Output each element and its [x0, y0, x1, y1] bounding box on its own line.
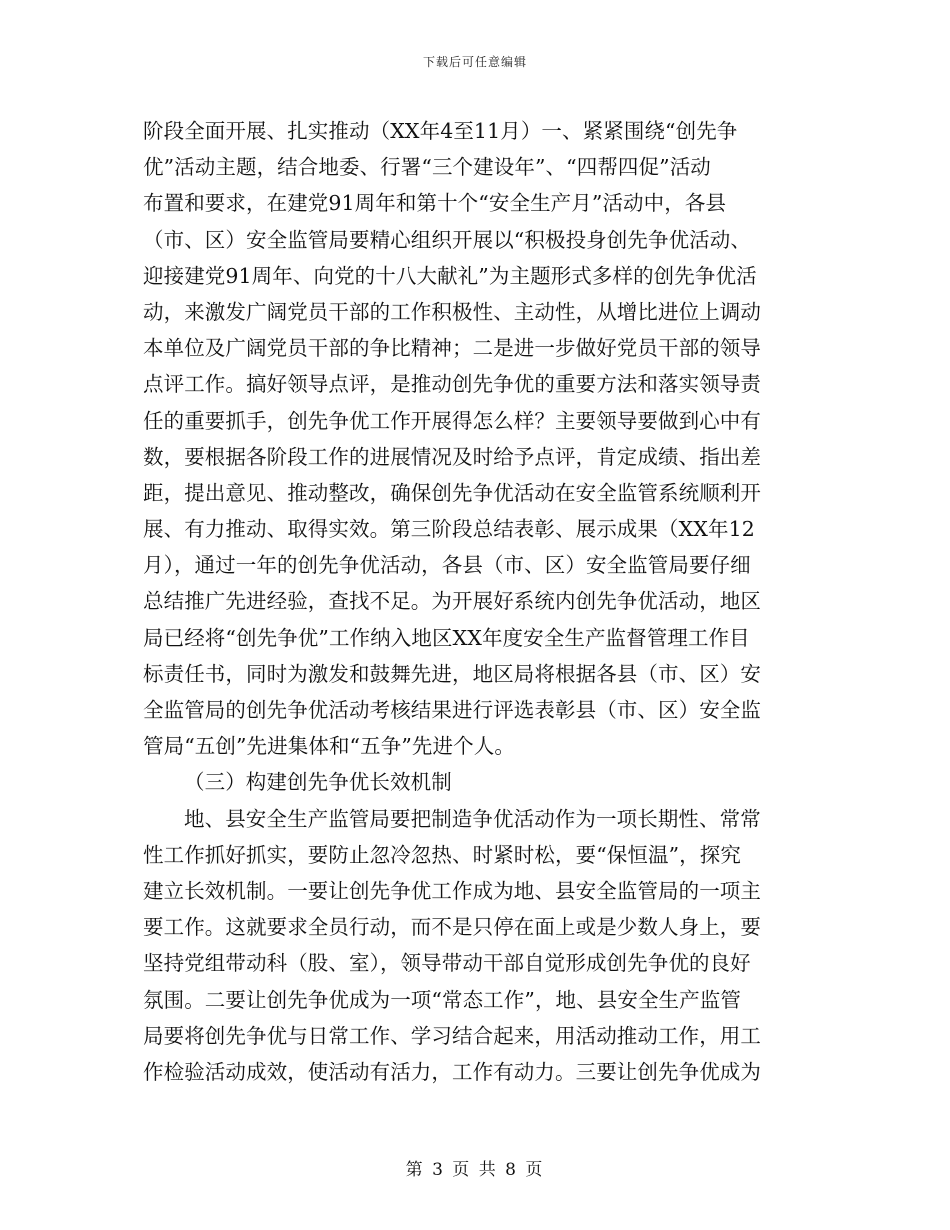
- text-line: 动，来激发广阔党员干部的工作积极性、主动性，从增比进位上调动: [143, 299, 761, 324]
- text-line: 要工作。这就要求全员行动，而不是只停在面上或是少数人身上，要: [143, 915, 761, 940]
- page-number-footer: 第 3 页 共 8 页: [405, 1160, 545, 1180]
- text-line: 任的重要抓手，创先争优工作开展得怎么样？主要领导要做到心中有: [143, 408, 761, 433]
- text-line: 地、县安全生产监管局要把制造争优活动作为一项长期性、常常: [184, 806, 761, 831]
- text-line: 本单位及广阔党员干部的争比精神；二是进一步做好党员干部的领导: [143, 336, 761, 361]
- text-line: 作检验活动成效，使活动有活力，工作有动力。三要让创先争优成为: [143, 1059, 761, 1084]
- text-line: 性工作抓好抓实，要防止忽冷忽热、时紧时松，要“保恒温”，探究: [143, 842, 741, 867]
- section-heading: （三）构建创先争优长效机制: [184, 770, 452, 795]
- text-line: 氛围。二要让创先争优成为一项“常态工作”，地、县安全生产监管: [143, 987, 741, 1012]
- text-line: 标责任书，同时为激发和鼓舞先进，地区局将根据各县（市、区）安: [143, 661, 761, 686]
- text-line: 距，提出意见、推动整改，确保创先争优活动在安全监管系统顺利开: [143, 480, 761, 505]
- text-line: 数，要根据各阶段工作的进展情况及时给予点评，肯定成绩、指出差: [143, 444, 761, 469]
- text-line: 点评工作。搞好领导点评，是推动创先争优的重要方法和落实领导责: [143, 372, 761, 397]
- document-body: [143, 113, 807, 1090]
- text-line: 全监管局的创先争优活动考核结果进行评选表彰县（市、区）安全监: [143, 698, 761, 722]
- page-header: 下载后可任意编辑: [422, 55, 527, 69]
- text-line: 建立长效机制。一要让创先争优工作成为地、县安全监管局的一项主: [143, 878, 761, 903]
- text-line: 迎接建党91周年、向党的十八大献礼”为主题形式多样的创先争优活: [143, 263, 757, 288]
- text-line: （市、区）安全监管局要精心组织开展以“积极投身创先争优活动、: [143, 227, 751, 252]
- text-line: 坚持党组带动科（股、室），领导带动干部自觉形成创先争优的良好: [143, 951, 751, 976]
- text-line: 优”活动主题，结合地委、行署“三个建设年”、“四帮四促”活动: [143, 155, 711, 180]
- text-line: 局已经将“创先争优”工作纳入地区XX年度安全生产监督管理工作目: [143, 625, 750, 650]
- text-line: 总结推广先进经验，查找不足。为开展好系统内创先争优活动，地区: [143, 589, 761, 614]
- text-line: 阶段全面开展、扎实推动（XX年4至11月）一、紧紧围绕“创先争: [143, 119, 738, 143]
- text-line: 展、有力推动、取得实效。第三阶段总结表彰、展示成果（XX年12: [143, 517, 755, 542]
- text-line: 管局“五创”先进集体和“五争”先进个人。: [143, 734, 515, 759]
- text-line: 局要将创先争优与日常工作、学习结合起来，用活动推动工作，用工: [143, 1023, 761, 1048]
- text-line: 月），通过一年的创先争优活动，各县（市、区）安全监管局要仔细: [143, 553, 751, 578]
- text-line: 布置和要求，在建党91周年和第十个“安全生产月”活动中，各县: [143, 191, 727, 216]
